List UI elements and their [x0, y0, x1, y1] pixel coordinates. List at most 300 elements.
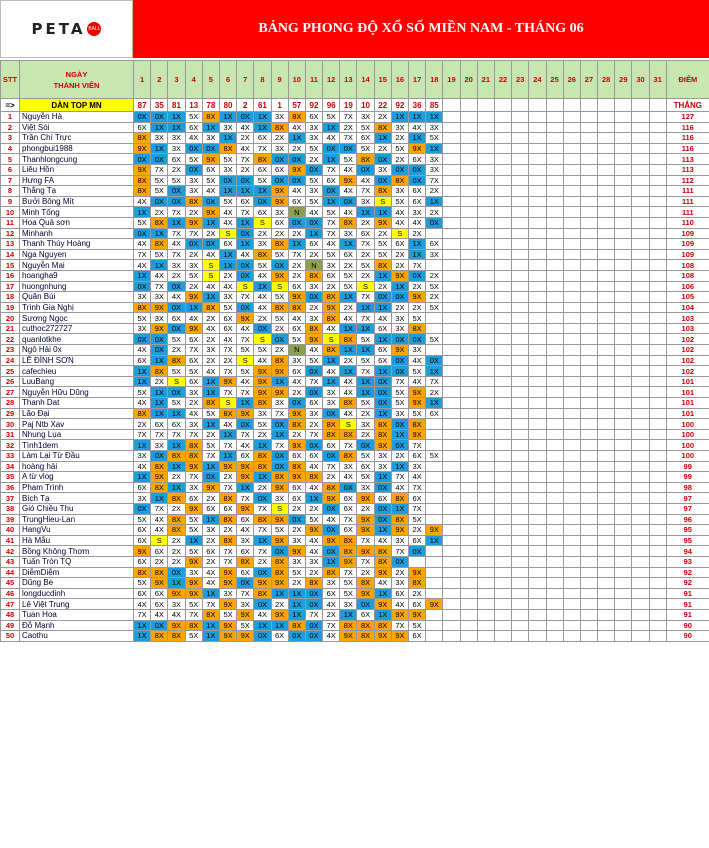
- empty-cell: [529, 631, 546, 642]
- result-cell: 2X: [340, 302, 357, 313]
- member-points: 101: [666, 408, 709, 419]
- empty-cell: [529, 143, 546, 154]
- member-name: Tuấn Tròn TQ: [20, 556, 134, 567]
- empty-cell: [563, 578, 580, 589]
- empty-cell: [632, 525, 649, 536]
- result-cell: 8X: [168, 514, 185, 525]
- result-cell: 5X: [340, 270, 357, 281]
- result-cell: 8X: [374, 186, 391, 197]
- empty-cell: [632, 578, 649, 589]
- result-cell: 9X: [237, 472, 254, 483]
- empty-cell: [546, 609, 563, 620]
- result-cell: 4X: [254, 270, 271, 281]
- result-cell: 4X: [357, 175, 374, 186]
- empty-cell: [615, 239, 632, 250]
- result-cell: 5X: [305, 514, 322, 525]
- empty-cell: [632, 249, 649, 260]
- empty-cell: [460, 270, 477, 281]
- result-cell: 3X: [151, 133, 168, 144]
- row-stt: 2: [1, 122, 20, 133]
- result-cell: 8X: [271, 302, 288, 313]
- result-cell: 1X: [357, 302, 374, 313]
- empty-cell: [477, 482, 494, 493]
- empty-cell: [443, 260, 460, 271]
- empty-cell: [649, 260, 666, 271]
- dan-value: [443, 99, 460, 112]
- result-cell: 2X: [374, 112, 391, 123]
- empty-cell: [615, 323, 632, 334]
- empty-cell: [563, 631, 580, 642]
- empty-cell: [580, 366, 597, 377]
- result-cell: 4X: [340, 207, 357, 218]
- empty-cell: [546, 429, 563, 440]
- result-cell: 0X: [305, 440, 322, 451]
- empty-cell: [494, 461, 511, 472]
- result-cell: 8X: [288, 419, 305, 430]
- empty-cell: [512, 164, 529, 175]
- empty-cell: [460, 599, 477, 610]
- result-cell: 4X: [340, 387, 357, 398]
- row-stt: 15: [1, 260, 20, 271]
- result-cell: 7X: [185, 472, 202, 483]
- empty-cell: [649, 334, 666, 345]
- result-cell: 8X: [323, 429, 340, 440]
- row-stt: 6: [1, 164, 20, 175]
- member-name: Quân Bùi: [20, 292, 134, 303]
- result-cell: 6X: [409, 196, 426, 207]
- empty-cell: [546, 546, 563, 557]
- result-cell: 0X: [426, 355, 443, 366]
- result-cell: 5X: [202, 175, 219, 186]
- result-cell: 3X: [134, 451, 151, 462]
- empty-cell: [512, 567, 529, 578]
- result-cell: 3X: [340, 461, 357, 472]
- result-cell: 1X: [374, 588, 391, 599]
- result-cell: 0X: [254, 599, 271, 610]
- empty-cell: [426, 556, 443, 567]
- result-cell: 9X: [271, 514, 288, 525]
- result-cell: 8X: [271, 355, 288, 366]
- result-cell: 7X: [134, 249, 151, 260]
- result-cell: 0X: [271, 461, 288, 472]
- empty-cell: [580, 112, 597, 123]
- row-stt: 27: [1, 387, 20, 398]
- empty-cell: [494, 196, 511, 207]
- empty-cell: [460, 313, 477, 324]
- result-cell: 8X: [254, 398, 271, 409]
- empty-cell: [546, 620, 563, 631]
- result-cell: 1X: [426, 398, 443, 409]
- empty-cell: [443, 535, 460, 546]
- result-cell: 0X: [168, 302, 185, 313]
- member-points: 100: [666, 451, 709, 462]
- result-cell: 2X: [254, 556, 271, 567]
- empty-cell: [615, 217, 632, 228]
- result-cell: 2X: [340, 260, 357, 271]
- empty-cell: [649, 323, 666, 334]
- result-cell: 9X: [374, 599, 391, 610]
- result-cell: 6X: [219, 503, 236, 514]
- result-cell: 9X: [202, 482, 219, 493]
- result-cell: 2X: [219, 270, 236, 281]
- empty-cell: [580, 345, 597, 356]
- empty-cell: [632, 260, 649, 271]
- empty-cell: [563, 609, 580, 620]
- result-cell: 2X: [374, 143, 391, 154]
- result-cell: 2X: [305, 419, 322, 430]
- empty-cell: [632, 334, 649, 345]
- empty-cell: [443, 164, 460, 175]
- day-header: 8: [254, 61, 271, 99]
- result-cell: 5X: [288, 567, 305, 578]
- row-stt: 8: [1, 186, 20, 197]
- dan-value: 1: [271, 99, 288, 112]
- empty-cell: [580, 239, 597, 250]
- empty-cell: [546, 228, 563, 239]
- table-row: [1, 112, 709, 123]
- result-cell: 8X: [219, 514, 236, 525]
- empty-cell: [632, 546, 649, 557]
- empty-cell: [529, 302, 546, 313]
- empty-cell: [426, 503, 443, 514]
- result-cell: 8X: [271, 239, 288, 250]
- dan-value: 2: [237, 99, 254, 112]
- result-cell: S: [254, 217, 271, 228]
- result-cell: 0X: [391, 419, 408, 430]
- row-stt: 16: [1, 270, 20, 281]
- result-cell: 3X: [151, 292, 168, 303]
- result-cell: 3X: [357, 482, 374, 493]
- empty-cell: [632, 207, 649, 218]
- empty-cell: [512, 398, 529, 409]
- empty-cell: [494, 133, 511, 144]
- empty-cell: [494, 217, 511, 228]
- empty-cell: [580, 292, 597, 303]
- result-cell: 8X: [374, 429, 391, 440]
- result-cell: 2X: [151, 376, 168, 387]
- table-row: [1, 281, 709, 292]
- result-cell: 9X: [151, 323, 168, 334]
- empty-cell: [494, 429, 511, 440]
- result-cell: 1X: [271, 376, 288, 387]
- result-cell: 1X: [202, 514, 219, 525]
- empty-cell: [598, 588, 615, 599]
- empty-cell: [512, 186, 529, 197]
- empty-cell: [443, 376, 460, 387]
- empty-cell: [649, 503, 666, 514]
- empty-cell: [580, 493, 597, 504]
- row-stt: 7: [1, 175, 20, 186]
- empty-cell: [580, 260, 597, 271]
- result-cell: 6X: [288, 493, 305, 504]
- day-header: 14: [357, 61, 374, 99]
- result-cell: 5X: [168, 175, 185, 186]
- dan-value: 80: [219, 99, 236, 112]
- result-cell: 0X: [305, 366, 322, 377]
- table-row: [1, 345, 709, 356]
- result-cell: 9X: [357, 514, 374, 525]
- result-cell: 9X: [391, 631, 408, 642]
- member-points: 90: [666, 620, 709, 631]
- result-cell: 4X: [391, 217, 408, 228]
- member-points: 91: [666, 599, 709, 610]
- member-points: 99: [666, 461, 709, 472]
- empty-cell: [615, 249, 632, 260]
- result-cell: 0X: [391, 556, 408, 567]
- result-cell: 1X: [288, 239, 305, 250]
- result-cell: 2X: [288, 578, 305, 589]
- empty-cell: [529, 175, 546, 186]
- result-cell: 5X: [185, 270, 202, 281]
- dan-marker: =>: [1, 99, 20, 112]
- result-cell: 5X: [219, 196, 236, 207]
- empty-cell: [460, 398, 477, 409]
- empty-cell: [494, 207, 511, 218]
- result-cell: 8X: [391, 175, 408, 186]
- empty-cell: [426, 514, 443, 525]
- empty-cell: [598, 376, 615, 387]
- member-points: 104: [666, 302, 709, 313]
- empty-cell: [443, 503, 460, 514]
- result-cell: 7X: [219, 556, 236, 567]
- result-cell: 8X: [219, 493, 236, 504]
- table-row: [1, 239, 709, 250]
- result-cell: 0X: [374, 292, 391, 303]
- empty-cell: [649, 419, 666, 430]
- member-name: hoangha9: [20, 270, 134, 281]
- empty-cell: [598, 302, 615, 313]
- result-cell: 1X: [134, 620, 151, 631]
- empty-cell: [443, 546, 460, 557]
- result-cell: 8X: [168, 451, 185, 462]
- empty-cell: [529, 535, 546, 546]
- member-points: 100: [666, 429, 709, 440]
- result-cell: 7X: [237, 493, 254, 504]
- empty-cell: [546, 323, 563, 334]
- result-cell: 1X: [237, 186, 254, 197]
- empty-cell: [529, 609, 546, 620]
- result-cell: 9X: [271, 609, 288, 620]
- member-name: Sương Ngọc: [20, 313, 134, 324]
- result-cell: 1X: [134, 631, 151, 642]
- empty-cell: [563, 334, 580, 345]
- result-cell: 3X: [185, 387, 202, 398]
- empty-cell: [494, 355, 511, 366]
- result-cell: 1X: [426, 112, 443, 123]
- result-cell: 1X: [254, 186, 271, 197]
- member-points: 92: [666, 567, 709, 578]
- result-cell: 9X: [426, 599, 443, 610]
- empty-cell: [494, 376, 511, 387]
- result-cell: 3X: [151, 440, 168, 451]
- result-cell: 6X: [288, 281, 305, 292]
- empty-cell: [546, 334, 563, 345]
- result-cell: S: [237, 355, 254, 366]
- row-stt: 22: [1, 334, 20, 345]
- empty-cell: [477, 323, 494, 334]
- result-cell: 4X: [340, 164, 357, 175]
- empty-cell: [615, 482, 632, 493]
- result-cell: 2X: [271, 345, 288, 356]
- result-cell: 5X: [271, 249, 288, 260]
- result-cell: 3X: [168, 599, 185, 610]
- result-cell: 6X: [409, 599, 426, 610]
- empty-cell: [632, 366, 649, 377]
- member-name: Paj Ntb Xav: [20, 419, 134, 430]
- result-cell: 2X: [288, 387, 305, 398]
- empty-cell: [563, 207, 580, 218]
- result-cell: 1X: [357, 323, 374, 334]
- member-name: Làm Lại Từ Đầu: [20, 451, 134, 462]
- result-cell: 5X: [426, 302, 443, 313]
- result-cell: 8X: [323, 419, 340, 430]
- empty-cell: [460, 546, 477, 557]
- empty-cell: [443, 175, 460, 186]
- result-cell: 3X: [288, 355, 305, 366]
- result-cell: 0X: [202, 239, 219, 250]
- empty-cell: [460, 376, 477, 387]
- result-cell: 0X: [323, 451, 340, 462]
- empty-cell: [615, 143, 632, 154]
- empty-cell: [477, 461, 494, 472]
- result-cell: 3X: [357, 196, 374, 207]
- result-cell: 2X: [202, 493, 219, 504]
- empty-cell: [460, 186, 477, 197]
- empty-cell: [477, 609, 494, 620]
- result-cell: 2X: [219, 355, 236, 366]
- empty-cell: [546, 217, 563, 228]
- empty-cell: [546, 472, 563, 483]
- table-row: [1, 472, 709, 483]
- result-cell: 6X: [305, 398, 322, 409]
- empty-cell: [477, 164, 494, 175]
- empty-cell: [598, 260, 615, 271]
- empty-cell: [529, 133, 546, 144]
- result-cell: 2X: [305, 302, 322, 313]
- result-cell: 0X: [271, 334, 288, 345]
- result-cell: 3X: [391, 313, 408, 324]
- empty-cell: [546, 112, 563, 123]
- empty-cell: [563, 122, 580, 133]
- result-cell: 7X: [185, 429, 202, 440]
- dan-value: 35: [151, 99, 168, 112]
- result-cell: 5X: [185, 525, 202, 536]
- empty-cell: [649, 398, 666, 409]
- empty-cell: [512, 281, 529, 292]
- empty-cell: [598, 186, 615, 197]
- result-cell: 6X: [340, 503, 357, 514]
- result-cell: 9X: [357, 493, 374, 504]
- empty-cell: [598, 143, 615, 154]
- empty-cell: [632, 217, 649, 228]
- table-row: [1, 609, 709, 620]
- empty-cell: [598, 599, 615, 610]
- empty-cell: [580, 588, 597, 599]
- result-cell: 2X: [185, 207, 202, 218]
- result-cell: 1X: [374, 334, 391, 345]
- member-name: hoàng hải: [20, 461, 134, 472]
- empty-cell: [546, 175, 563, 186]
- result-cell: 3X: [185, 567, 202, 578]
- empty-cell: [529, 239, 546, 250]
- result-cell: 0X: [305, 620, 322, 631]
- empty-cell: [546, 302, 563, 313]
- row-stt: 19: [1, 302, 20, 313]
- result-cell: 0X: [357, 164, 374, 175]
- result-cell: 8X: [151, 482, 168, 493]
- empty-cell: [580, 143, 597, 154]
- empty-cell: [494, 334, 511, 345]
- member-points: 101: [666, 376, 709, 387]
- result-cell: 7X: [271, 440, 288, 451]
- result-cell: 0X: [151, 154, 168, 165]
- result-cell: 0X: [409, 164, 426, 175]
- empty-cell: [598, 387, 615, 398]
- empty-cell: [632, 535, 649, 546]
- result-cell: 5X: [323, 112, 340, 123]
- result-cell: 1X: [323, 196, 340, 207]
- empty-cell: [460, 323, 477, 334]
- result-cell: 8X: [151, 461, 168, 472]
- result-cell: 3X: [219, 588, 236, 599]
- result-cell: 1X: [202, 588, 219, 599]
- result-cell: 9X: [305, 525, 322, 536]
- empty-cell: [477, 599, 494, 610]
- empty-cell: [494, 398, 511, 409]
- result-cell: 1X: [374, 302, 391, 313]
- empty-cell: [512, 503, 529, 514]
- empty-cell: [598, 112, 615, 123]
- result-cell: 6X: [426, 239, 443, 250]
- empty-cell: [649, 366, 666, 377]
- member-name: Đỗ Mạnh: [20, 620, 134, 631]
- empty-cell: [563, 503, 580, 514]
- result-cell: 6X: [374, 323, 391, 334]
- empty-cell: [563, 451, 580, 462]
- result-cell: 6X: [357, 228, 374, 239]
- result-cell: 3X: [391, 186, 408, 197]
- table-row: [1, 154, 709, 165]
- result-cell: 1X: [374, 270, 391, 281]
- empty-cell: [494, 112, 511, 123]
- result-cell: 4X: [340, 313, 357, 324]
- empty-cell: [512, 323, 529, 334]
- result-cell: 2X: [271, 228, 288, 239]
- empty-cell: [443, 609, 460, 620]
- result-cell: 1X: [151, 122, 168, 133]
- empty-cell: [443, 143, 460, 154]
- empty-cell: [546, 631, 563, 642]
- empty-cell: [615, 567, 632, 578]
- result-cell: 0X: [409, 175, 426, 186]
- row-stt: 45: [1, 578, 20, 589]
- row-stt: 49: [1, 620, 20, 631]
- result-cell: 1X: [357, 207, 374, 218]
- row-stt: 37: [1, 493, 20, 504]
- empty-cell: [598, 493, 615, 504]
- row-stt: 43: [1, 556, 20, 567]
- empty-cell: [649, 493, 666, 504]
- empty-cell: [580, 281, 597, 292]
- empty-cell: [494, 260, 511, 271]
- empty-cell: [563, 398, 580, 409]
- row-stt: 18: [1, 292, 20, 303]
- result-cell: 9X: [202, 207, 219, 218]
- result-cell: 4X: [237, 122, 254, 133]
- empty-cell: [598, 535, 615, 546]
- table-row: [1, 355, 709, 366]
- empty-cell: [460, 260, 477, 271]
